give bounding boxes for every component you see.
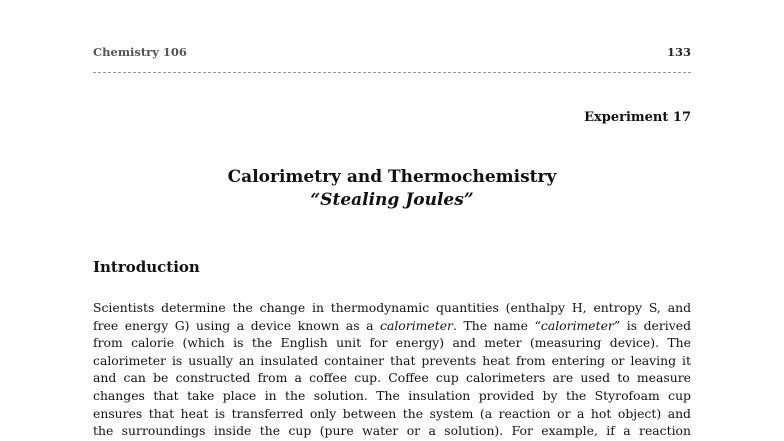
- page-subtitle: “Stealing Joules”: [310, 190, 474, 210]
- header-divider: [93, 72, 691, 73]
- page-number: 133: [666, 45, 691, 59]
- paragraph-line: changes that take place in the solution. The insulation provided by the Styrofoam cup: [93, 387, 691, 403]
- paragraph-line: the surroundings inside the cup (pure water or a solution). For example, if a reaction: [93, 423, 691, 439]
- paragraph-line: and can be constructed from a coffee cup. Coffee cup calorimeters are used to measure: [93, 370, 691, 386]
- text-segment: free energy G) using a device known as a: [93, 317, 381, 333]
- introduction-paragraph: [93, 299, 691, 440]
- course-name: Chemistry 106: [93, 45, 187, 59]
- term-calorimeter-quoted: “calorimeter”: [534, 317, 621, 333]
- paragraph-line: ensures that heat is transferred only between the system (a reaction or a hot object) and: [93, 405, 691, 421]
- page-title: Calorimetry and Thermochemistry: [227, 167, 557, 187]
- text-segment: . The name: [452, 317, 535, 333]
- term-calorimeter: calorimeter: [380, 317, 453, 333]
- paragraph-line: from calorie (which is the English unit for energy) and meter (measuring device). The: [93, 335, 691, 351]
- paragraph-line: calorimeter is usually an insulated container that prevents heat from entering or leaving it: [93, 352, 691, 368]
- paragraph-line: [93, 317, 691, 335]
- paragraph-line: Scientists determine the change in thermodynamic quantities (enthalpy H, entropy S, and: [93, 300, 691, 315]
- text-segment: is derived: [620, 317, 691, 333]
- running-header: [93, 45, 691, 63]
- experiment-label: Experiment 17: [584, 110, 691, 125]
- section-heading-introduction: Introduction: [93, 258, 200, 276]
